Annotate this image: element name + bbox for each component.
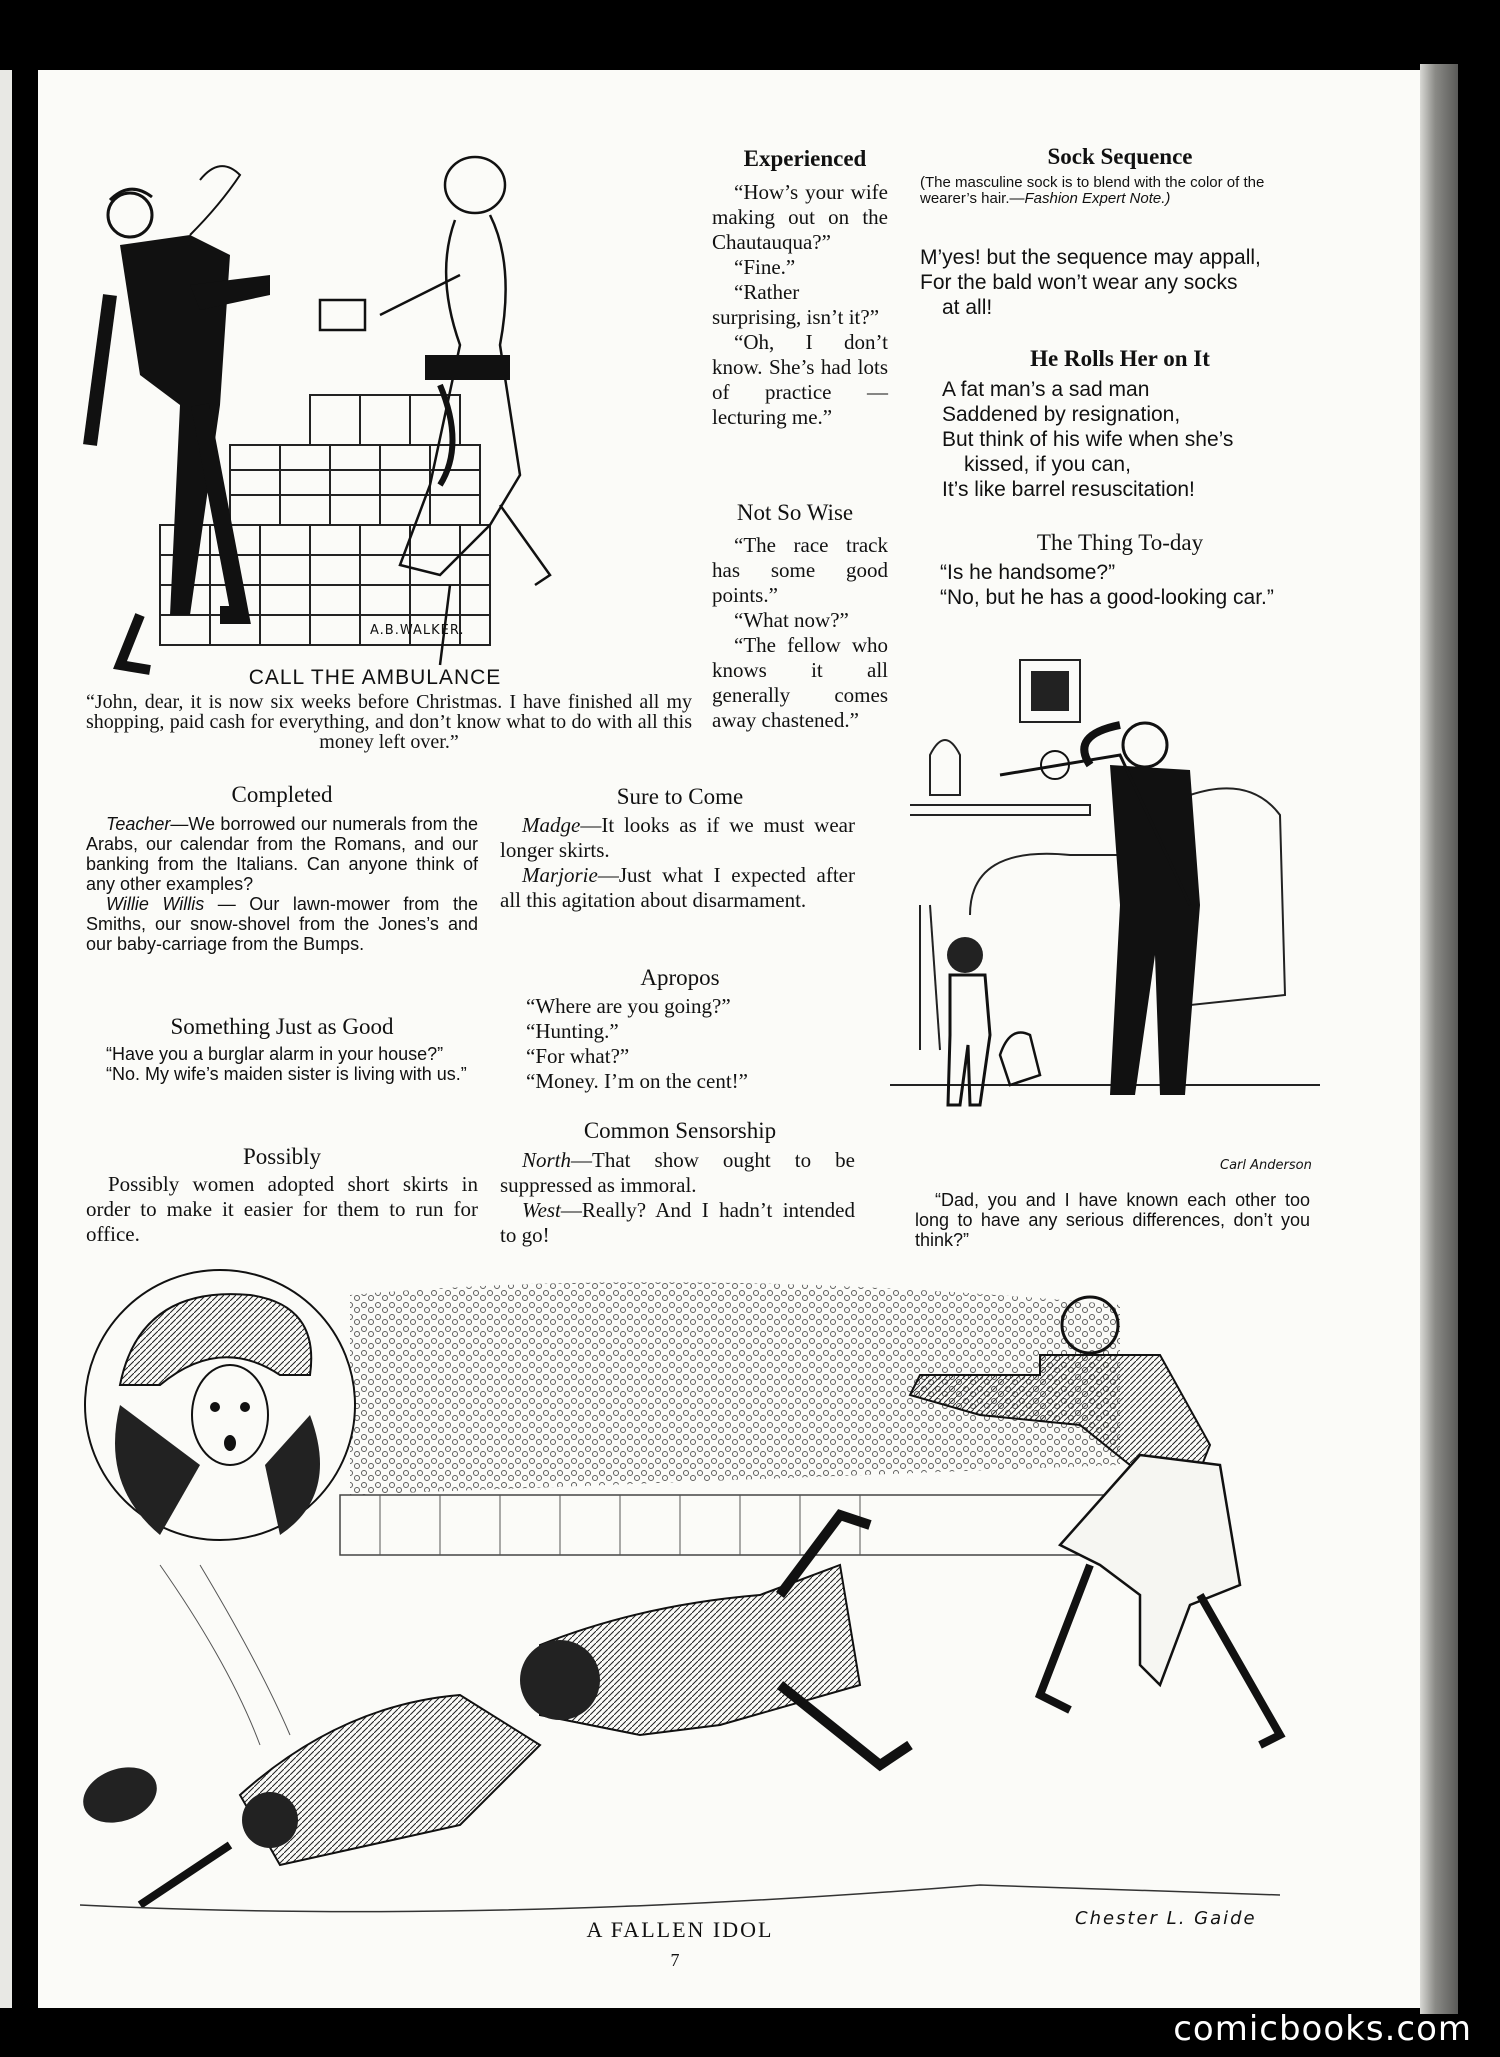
verse-line: It’s like barrel resuscitation!	[942, 478, 1195, 501]
cartoon1-title: CALL THE AMBULANCE	[248, 666, 502, 689]
apropos-body	[500, 994, 855, 1094]
completed-speaker: Willie Willis	[106, 894, 205, 914]
thing-today-body	[918, 560, 1308, 610]
something-good-line: “Have you a burglar alarm in your house?”	[106, 1044, 444, 1064]
cartoon1-caption: “John, dear, it is now six weeks before Christmas. I have finished all my shopping, paid cash for everything, and don’t know what to do with all this money left over.”	[86, 691, 692, 753]
thing-today-line: “No, but he has a good-looking car.”	[940, 586, 1274, 609]
verse-line: at all!	[942, 296, 993, 319]
cartoon3-signature: Chester L. Gaide	[1075, 1908, 1257, 1929]
experienced-line: “Rather surprising, isn’t it?”	[712, 280, 880, 329]
sure-to-come-title: Sure to Come	[616, 784, 744, 809]
sensorship-line: —Really? And I hadn’t intended to go!	[500, 1198, 855, 1247]
verse-line: A fat man’s a sad man	[942, 378, 1150, 401]
sure-to-come-body	[500, 813, 855, 913]
sock-sequence-note-text: (The masculine sock is to blend with the color of the wearer’s hair.—	[920, 174, 1265, 207]
verse-line: For the bald won’t wear any socks	[920, 271, 1238, 294]
completed-line: — Our lawn-mower from the Smiths, our snow-shovel from the Jones’s and our baby-carriage from the Bumps.	[86, 894, 478, 954]
experienced-body	[712, 180, 888, 430]
cartoon-call-the-ambulance-illustration	[80, 145, 700, 685]
sensorship-speaker: North	[522, 1148, 572, 1172]
sure-line: —It looks as if we must wear longer skirts.	[500, 813, 855, 862]
cartoon3-title: A FALLEN IDOL	[586, 1917, 774, 1942]
verse-line: But think of his wife when she’s	[942, 428, 1234, 451]
verse-line: kissed, if you can,	[964, 453, 1131, 476]
experienced-line: “Oh, I don’t know. She’s had lots of practice —lecturing me.”	[712, 330, 888, 429]
possibly-body	[86, 1172, 478, 1247]
cartoon1-signature: A.B.WALKER.	[370, 623, 465, 638]
thing-today-line: “Is he handsome?”	[940, 561, 1116, 584]
not-so-wise-line: “What now?”	[734, 608, 849, 632]
he-rolls-title: He Rolls Her on It	[1030, 346, 1210, 371]
apropos-title: Apropos	[640, 965, 720, 990]
thing-today-title: The Thing To-day	[1036, 530, 1204, 555]
cartoon-fallen-idol-illustration	[80, 1265, 1320, 1945]
experienced-line: “How’s your wife making out on the Chautauqua?”	[712, 180, 888, 254]
experienced-line: “Fine.”	[734, 255, 796, 279]
something-good-body	[86, 1044, 478, 1084]
watermark-logo: comicbooks.com	[1173, 2009, 1472, 2049]
sock-sequence-note-source: Fashion Expert Note.)	[1024, 190, 1171, 207]
not-so-wise-line: “The race track has some good points.”	[712, 533, 888, 607]
apropos-line: “Where are you going?”	[526, 994, 731, 1018]
experienced-title: Experienced	[743, 146, 867, 171]
possibly-title: Possibly	[243, 1144, 321, 1169]
possibly-text: Possibly women adopted short skirts in order to make it easier for them to run for office.	[86, 1172, 478, 1246]
completed-title: Completed	[231, 782, 333, 807]
completed-line: —We borrowed our numerals from the Arabs, our calendar from the Romans, and our banking from the Italians. Can anyone think of any other examples?	[86, 814, 478, 894]
something-good-title: Something Just as Good	[170, 1014, 394, 1039]
sock-sequence-verse	[920, 245, 1320, 320]
something-good-line: “No. My wife’s maiden sister is living with us.”	[106, 1064, 467, 1084]
apropos-line: “Hunting.”	[526, 1019, 619, 1043]
sure-speaker: Marjorie	[522, 863, 598, 887]
apropos-line: “For what?”	[526, 1044, 630, 1068]
not-so-wise-body	[712, 533, 888, 733]
verse-line: Saddened by resignation,	[942, 403, 1181, 426]
cartoon2-signature: Carl Anderson	[1220, 1158, 1312, 1173]
page-number: 7	[670, 1950, 680, 1970]
he-rolls-verse	[942, 377, 1322, 502]
cartoon-father-and-son-illustration	[890, 655, 1320, 1175]
sensorship-line: —That show ought to be suppressed as immoral.	[500, 1148, 855, 1197]
sensorship-speaker: West	[522, 1198, 561, 1222]
cartoon2-caption-text: “Dad, you and I have known each other too long to have any serious differences, don’t you think?”	[915, 1190, 1310, 1250]
sock-sequence-note	[920, 175, 1320, 207]
cartoon2-caption	[915, 1190, 1310, 1250]
common-sensorship-title: Common Sensorship	[583, 1118, 777, 1143]
sure-line: —Just what I expected after all this agitation about disarmament.	[500, 863, 855, 912]
apropos-line: “Money. I’m on the cent!”	[526, 1069, 748, 1093]
common-sensorship-body	[500, 1148, 855, 1248]
verse-line: M’yes! but the sequence may appall,	[920, 246, 1261, 269]
completed-speaker: Teacher	[106, 814, 171, 834]
left-page-edge	[0, 70, 12, 2008]
sure-speaker: Madge	[522, 813, 581, 837]
page-spine-shadow	[1420, 64, 1458, 2014]
not-so-wise-line: “The fellow who knows it all generally comes away chastened.”	[712, 633, 888, 732]
sock-sequence-title: Sock Sequence	[1047, 144, 1193, 169]
not-so-wise-title: Not So Wise	[736, 500, 854, 525]
completed-body	[86, 814, 478, 954]
